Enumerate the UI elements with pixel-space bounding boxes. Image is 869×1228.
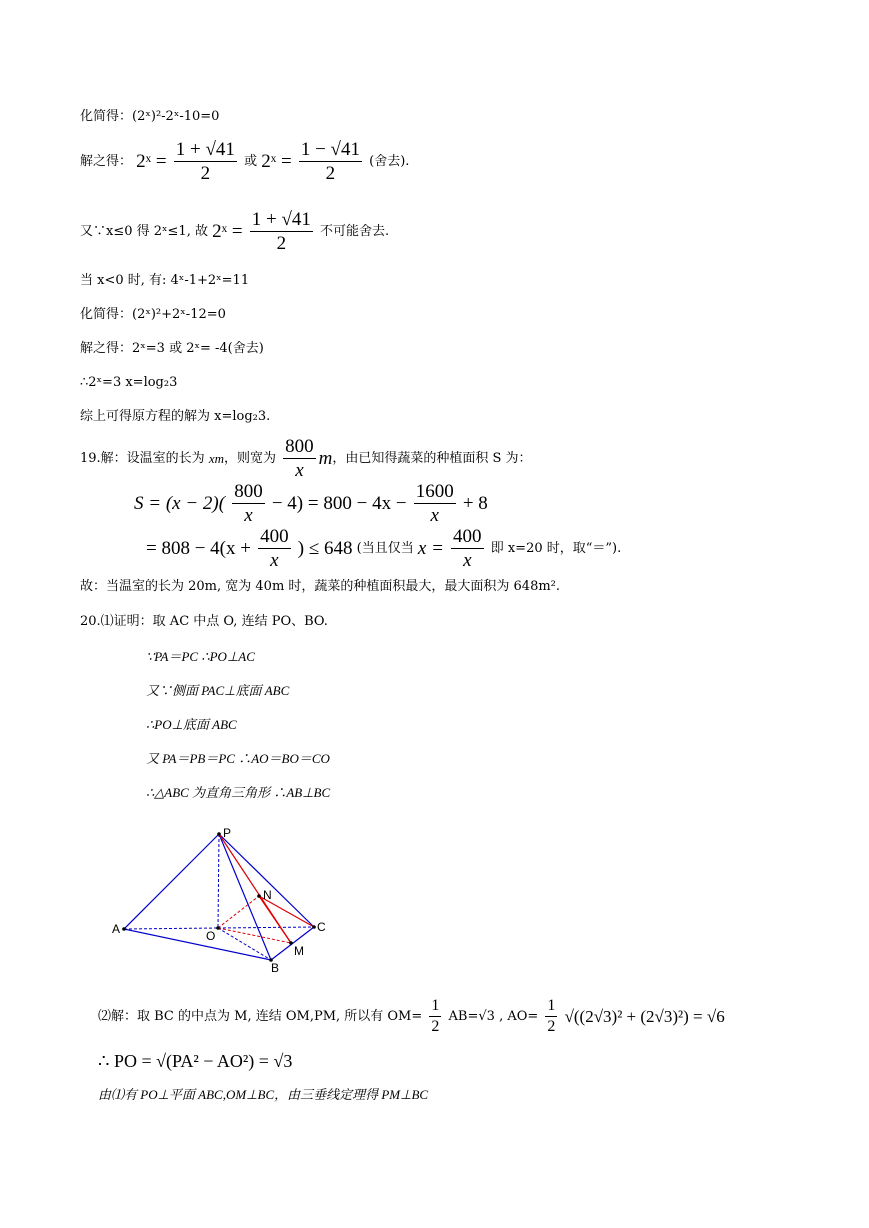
q20-part1-intro: 20.⑴证明：取 AC 中点 O, 连结 PO、BO. — [80, 614, 328, 629]
edge-AO — [124, 928, 218, 929]
q20-step-2: 又∵侧面 PAC⊥底面 ABC — [146, 683, 290, 698]
line-result: ∴2ˣ=3 x=log₂3 — [80, 375, 178, 390]
q19-equation-1: S = (x − 2)( $\frac{800}{x}$ − 4) = 800 − 4x − $\frac{1600}{x}$ + 8 — [134, 481, 488, 526]
line-simplify-2: 化简得：(2ˣ)²+2ˣ-12=0 — [80, 307, 226, 322]
line-summary: 综上可得原方程的解为 x=log₂3. — [80, 409, 271, 424]
edge-PA — [124, 834, 219, 929]
label-P: P — [223, 826, 232, 840]
line-NM — [259, 896, 291, 943]
edge-PC — [219, 834, 314, 927]
line-solve-1: 解之得： 2ˣ = $\frac{1 + √41}{2}$ 或 2ˣ = $\frac{1 - √41}{2}$ (舍去). — [80, 139, 410, 184]
q19-equation-2: = 808 − 4(x + $\frac{400}{x}$ ) ≤ 648 (当且仅当 x = $\frac{400}{x}$ 即 x=20 时，取“＝”). — [146, 526, 622, 571]
q20-step-5: ∴△ABC 为直角三角形 ∴AB⊥BC — [146, 785, 331, 800]
label-B: B — [271, 961, 280, 975]
line-case-negative: 当 x<0 时, 有: 4ˣ-1+2ˣ=11 — [80, 273, 250, 288]
edge-OB — [218, 928, 271, 960]
q19-intro: 19.解：设温室的长为 xm，则宽为 $\frac{800}{x}$ m，由已知得蔬菜的种植面积 S 为： — [80, 436, 532, 481]
q20-step-4: 又 PA＝PB＝PC ∴AO＝BO＝CO — [146, 751, 330, 766]
label-A: A — [112, 922, 121, 936]
label-O: O — [206, 929, 216, 943]
q19-conclusion: 故：当温室的长为 20m, 宽为 40m 时，蔬菜的种植面积最大，最大面积为 648m². — [80, 579, 561, 594]
line-simplify-1: 化简得：(2ˣ)²-2ˣ-10=0 — [80, 109, 220, 124]
line-ON — [218, 896, 259, 928]
q20-po-line: ∴ PO = √(PA² − AO²) = √3 — [98, 1051, 293, 1071]
edge-PO — [218, 834, 219, 928]
q20-part2: ⑵解：取 BC 的中点为 M, 连结 OM,PM, 所以有 OM= $\frac{1}{2}$ AB=√3 , AO= $\frac{1}{2}$ √((2√3)² + (2√3)²) = √6 — [98, 997, 725, 1035]
edge-OC — [218, 927, 314, 928]
pyramid-figure — [100, 820, 360, 980]
edge-AB — [124, 929, 271, 960]
q20-step-1: ∵PA＝PC ∴PO⊥AC — [146, 649, 255, 664]
line-OM — [218, 928, 291, 943]
label-C: C — [317, 920, 326, 934]
label-M: M — [294, 944, 304, 958]
q20-step-3: ∴PO⊥底面 ABC — [146, 717, 237, 732]
line-reject: 又∵x≤0 得 2ˣ≤1, 故 2ˣ = $\frac{1 + √41}{2}$ 不可能舍去. — [80, 209, 390, 254]
q20-last-line: 由⑴有 PO⊥平面 ABC,OM⊥BC，由三垂线定理得 PM⊥BC — [98, 1087, 429, 1102]
line-solve-2: 解之得：2ˣ=3 或 2ˣ= -4(舍去) — [80, 341, 264, 356]
label-N: N — [263, 888, 272, 902]
